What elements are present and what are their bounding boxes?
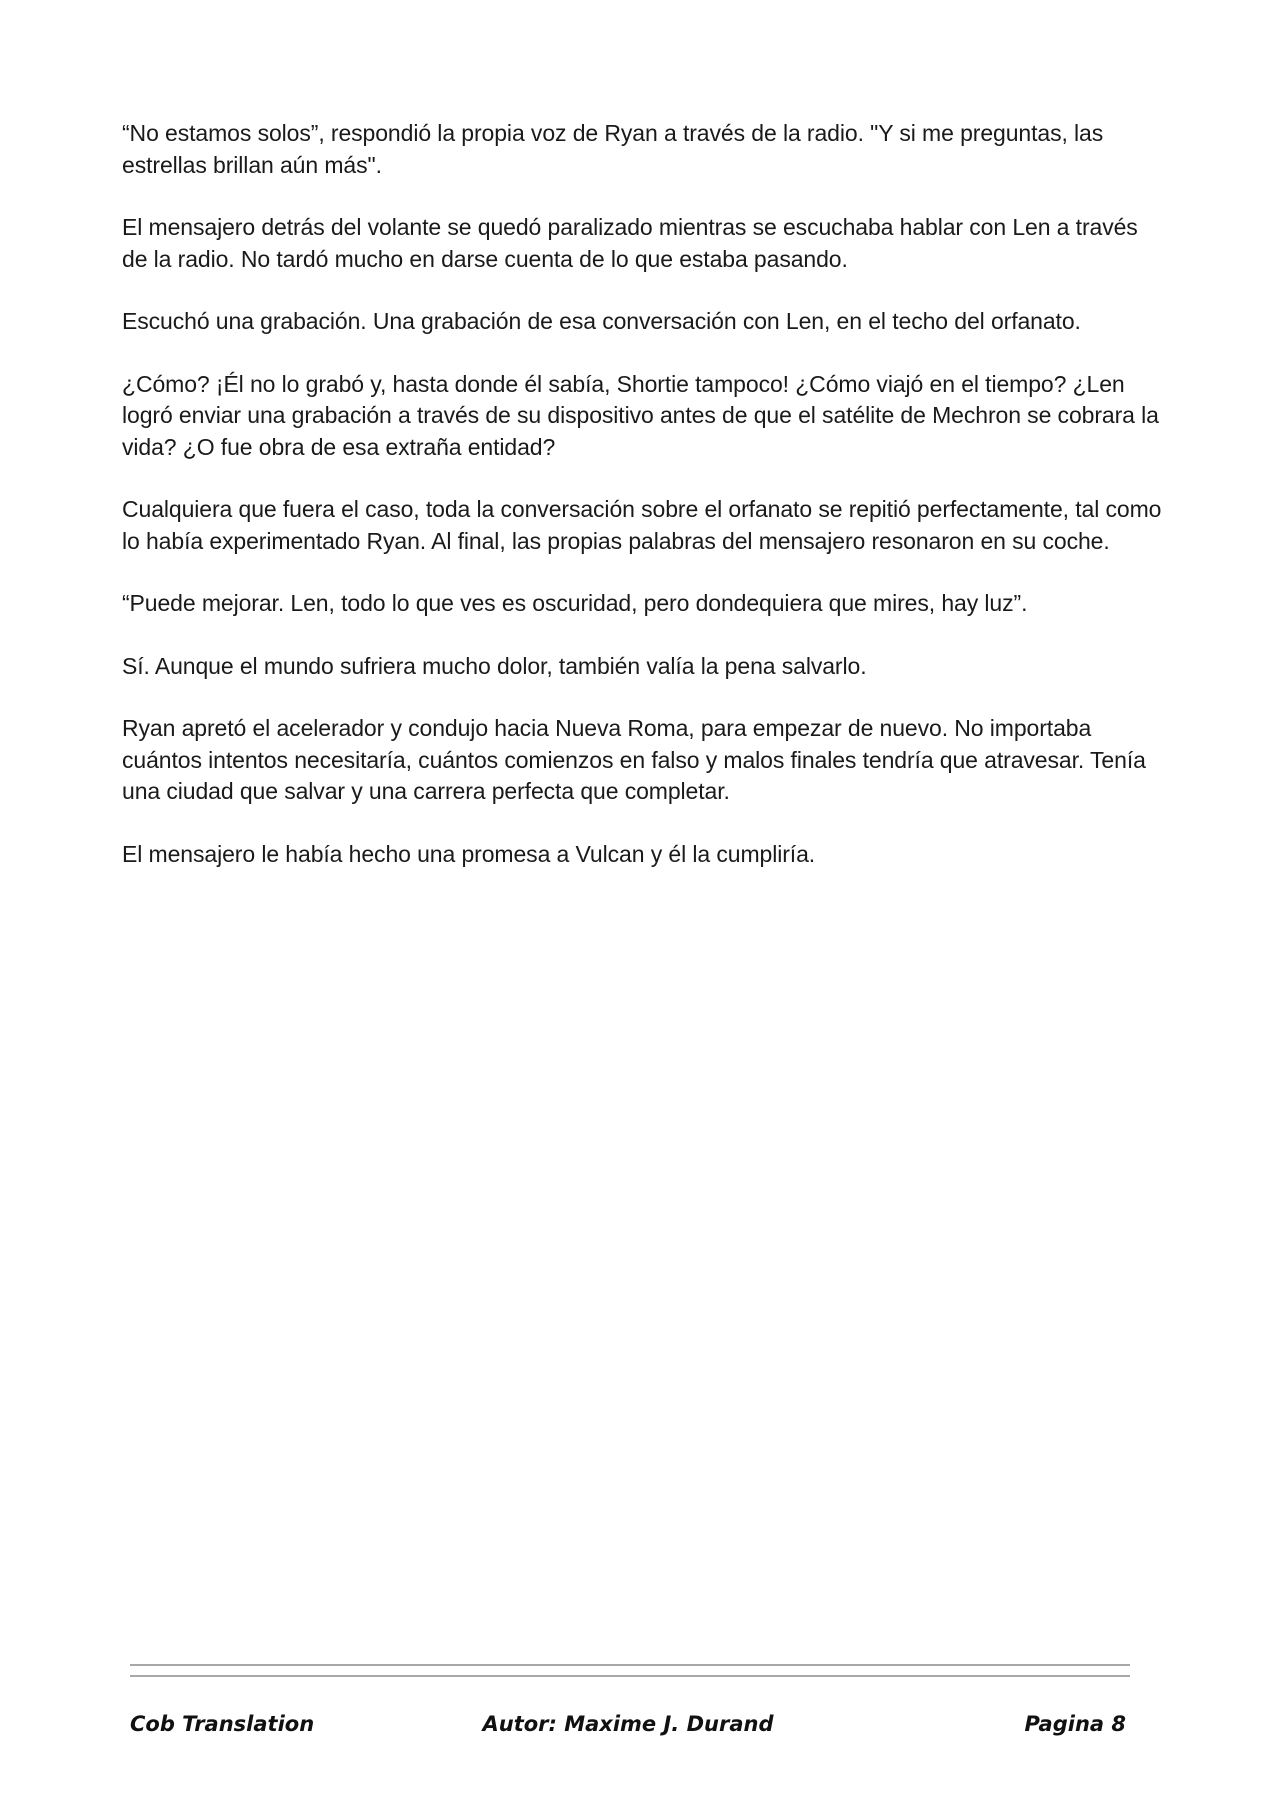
- page-footer: [130, 1712, 1126, 1736]
- paragraph: Ryan apretó el acelerador y condujo hacia Nueva Roma, para empezar de nuevo. No importaba cuántos intentos necesitaría, cuántos comienzos en falso y malos finales tendría que atravesar. Tenía una ciudad que salvar y una carrera perfecta que completar.: [122, 715, 1146, 804]
- paragraph: Cualquiera que fuera el caso, toda la conversación sobre el orfanato se repitió perfectamente, tal como lo había experimentado Ryan. Al final, las propias palabras del mensajero resonaron en su coche.: [122, 496, 1162, 554]
- paragraph: “No estamos solos”, respondió la propia voz de Ryan a través de la radio. "Y si me preguntas, las estrellas brillan aún más".: [122, 120, 1104, 178]
- footer-rule-bottom: [130, 1675, 1130, 1677]
- page-body: [122, 118, 1162, 901]
- paragraph: Sí. Aunque el mundo sufriera mucho dolor, también valía la pena salvarlo.: [122, 652, 867, 679]
- footer-divider: [130, 1664, 1130, 1686]
- footer-rule-top: [130, 1664, 1130, 1666]
- paragraph: ¿Cómo? ¡Él no lo grabó y, hasta donde él sabía, Shortie tampoco! ¿Cómo viajó en el tiempo? ¿Len logró enviar una grabación a través de su dispositivo antes de que el satélite de Mechron se cobrara la vida? ¿O fue obra de esa extraña entidad?: [122, 370, 1159, 460]
- footer-page-number: Pagina 8: [1024, 1712, 1126, 1736]
- footer-translator: Cob Translation: [130, 1712, 315, 1736]
- paragraph: El mensajero detrás del volante se quedó paralizado mientras se escuchaba hablar con Len a través de la radio. No tardó mucho en darse cuenta de lo que estaba pasando.: [122, 214, 1138, 272]
- paragraph: El mensajero le había hecho una promesa a Vulcan y él la cumpliría.: [122, 840, 816, 867]
- footer-author: Autor: Maxime J. Durand: [482, 1712, 774, 1736]
- paragraph: Escuchó una grabación. Una grabación de esa conversación con Len, en el techo del orfanato.: [122, 308, 1081, 334]
- paragraph: “Puede mejorar. Len, todo lo que ves es oscuridad, pero dondequiera que mires, hay luz”.: [122, 590, 1028, 616]
